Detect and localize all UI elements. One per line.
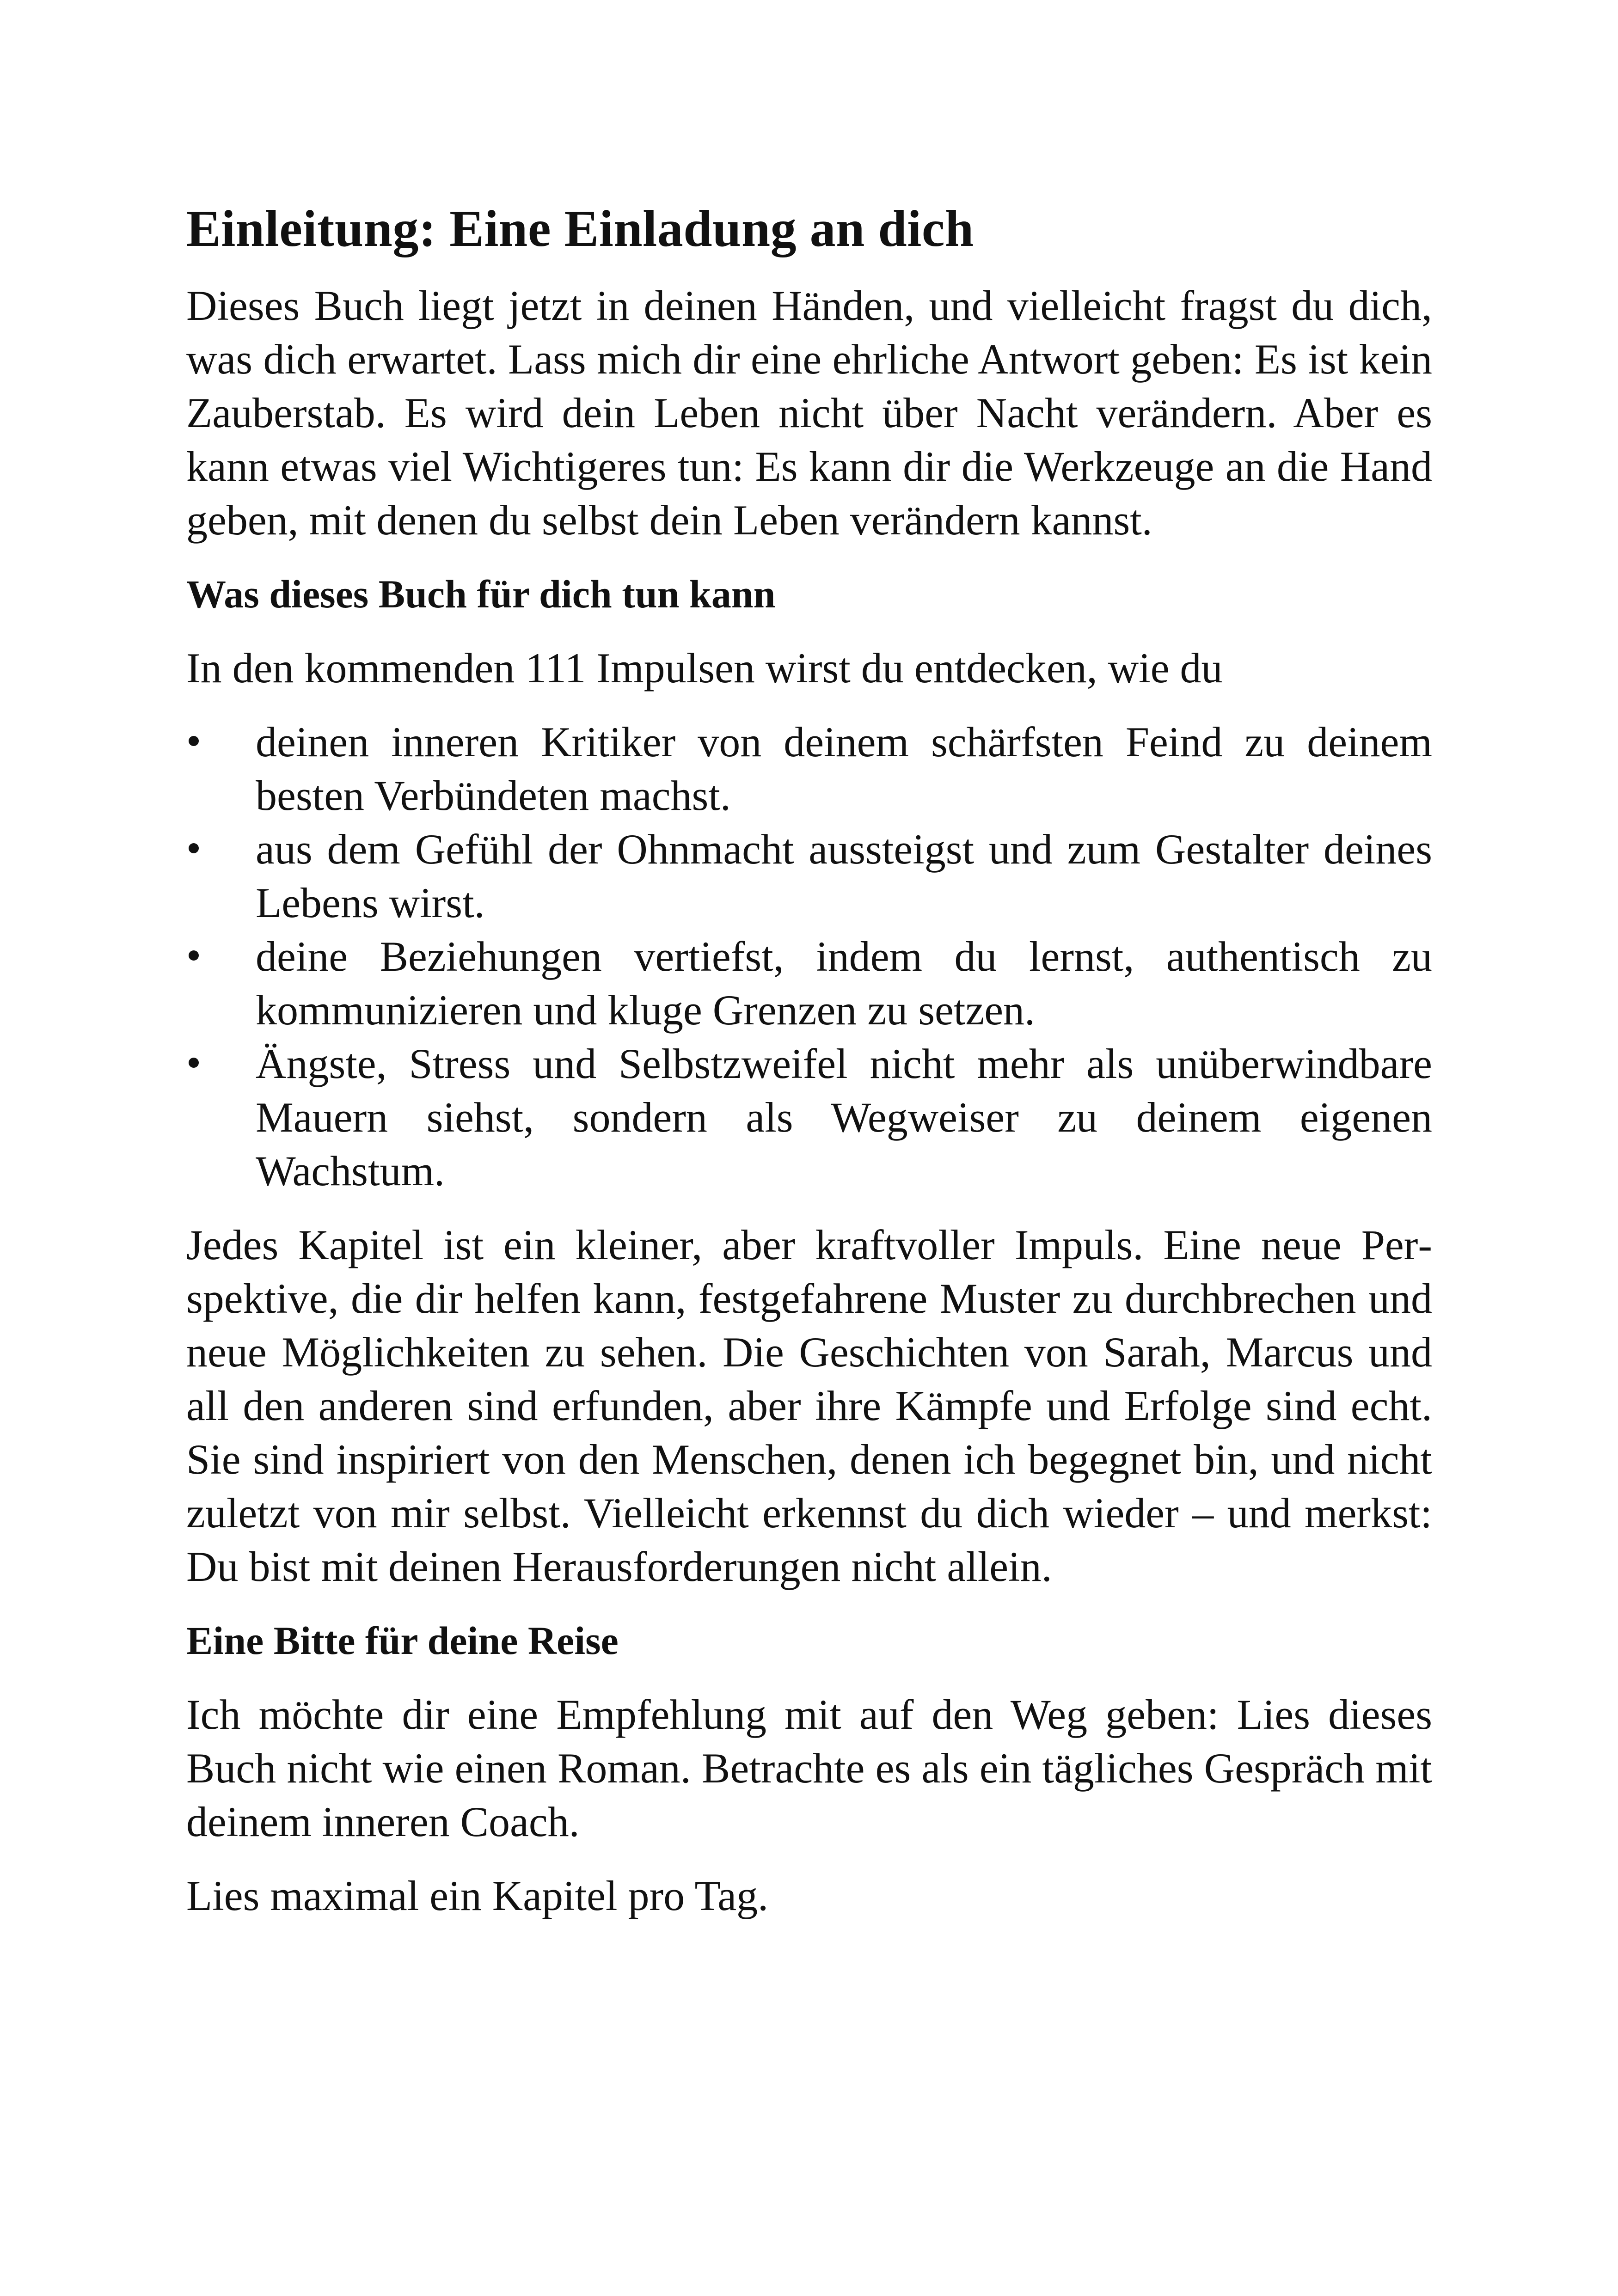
- reading-advice-paragraph: Lies maximal ein Kapitel pro Tag.: [186, 1872, 769, 1919]
- list-item: [186, 822, 1432, 930]
- bullet-dot-icon: [189, 950, 199, 961]
- benefits-list: [186, 715, 1432, 1198]
- section-heading-what-book-can-do: Was dieses Buch für dich tun kann: [186, 572, 776, 616]
- list-item-text: deine Beziehungen vertiefst, indem du lernst, authentisch zu kommunizieren und kluge Grenzen zu setzen.: [256, 933, 1432, 1034]
- bullet-dot-icon: [189, 736, 199, 746]
- list-item-text: Ängste, Stress und Selbstzweifel nicht mehr als unüberwindbare Mauern siehst, sondern als Wegweiser zu deinem eigenen Wachstum.: [256, 1040, 1432, 1194]
- document-page: [186, 196, 1432, 1943]
- list-item-text: deinen inneren Kritiker von deinem schärfsten Feind zu deinem besten Verbündeten machst.: [256, 718, 1432, 819]
- bullet-dot-icon: [189, 1058, 199, 1068]
- chapter-title: Einleitung: Eine Einladung an dich: [186, 200, 974, 257]
- bullet-dot-icon: [189, 843, 199, 853]
- bullets-lead-paragraph: In den kommenden 111 Impulsen wirst du entdecken, wie du: [186, 644, 1223, 692]
- recommendation-paragraph: Ich möchte dir eine Empfehlung mit auf den Weg geben: Lies dieses Buch nicht wie einen Roman. Betrachte es als ein tägliches Gespräch mit deinem inneren Coach.: [186, 1691, 1432, 1845]
- list-item-text: aus dem Gefühl der Ohnmacht aussteigst und zum Gestalter deines Lebens wirst.: [256, 826, 1432, 926]
- impulse-description-paragraph: Jedes Kapitel ist ein kleiner, aber kraftvoller Impuls. Eine neue Perspektive, die dir helfen kann, festgefahrene Muster zu durchbrechen und neue Möglichkeiten zu sehen. Die Geschichten von Sarah, Marcus und all den anderen sind erfunden, aber ihre Kämpfe und Erfolge sind echt. Sie sind inspiriert von den Menschen, denen ich begegnet bin, und nicht zuletzt von mir selbst. Vielleicht erkennst du dich wieder – und merkst: Du bist mit deinen Herausforderungen nicht allein.: [186, 1221, 1432, 1590]
- list-item: [186, 715, 1432, 822]
- section-heading-request: Eine Bitte für deine Reise: [186, 1618, 619, 1663]
- list-item: [186, 1037, 1432, 1198]
- list-item: [186, 930, 1432, 1037]
- intro-paragraph: Dieses Buch liegt jetzt in deinen Händen, und vielleicht fragst du dich, was dich erwartet. Lass mich dir eine ehrliche Antwort geben: Es ist kein Zauberstab. Es wird dein Leben nicht über Nacht verändern. Aber es kann etwas viel Wichtigeres tun: Es kann dir die Werkzeuge an die Hand geben, mit denen du selbst dein Leben verändern kannst.: [186, 282, 1432, 544]
